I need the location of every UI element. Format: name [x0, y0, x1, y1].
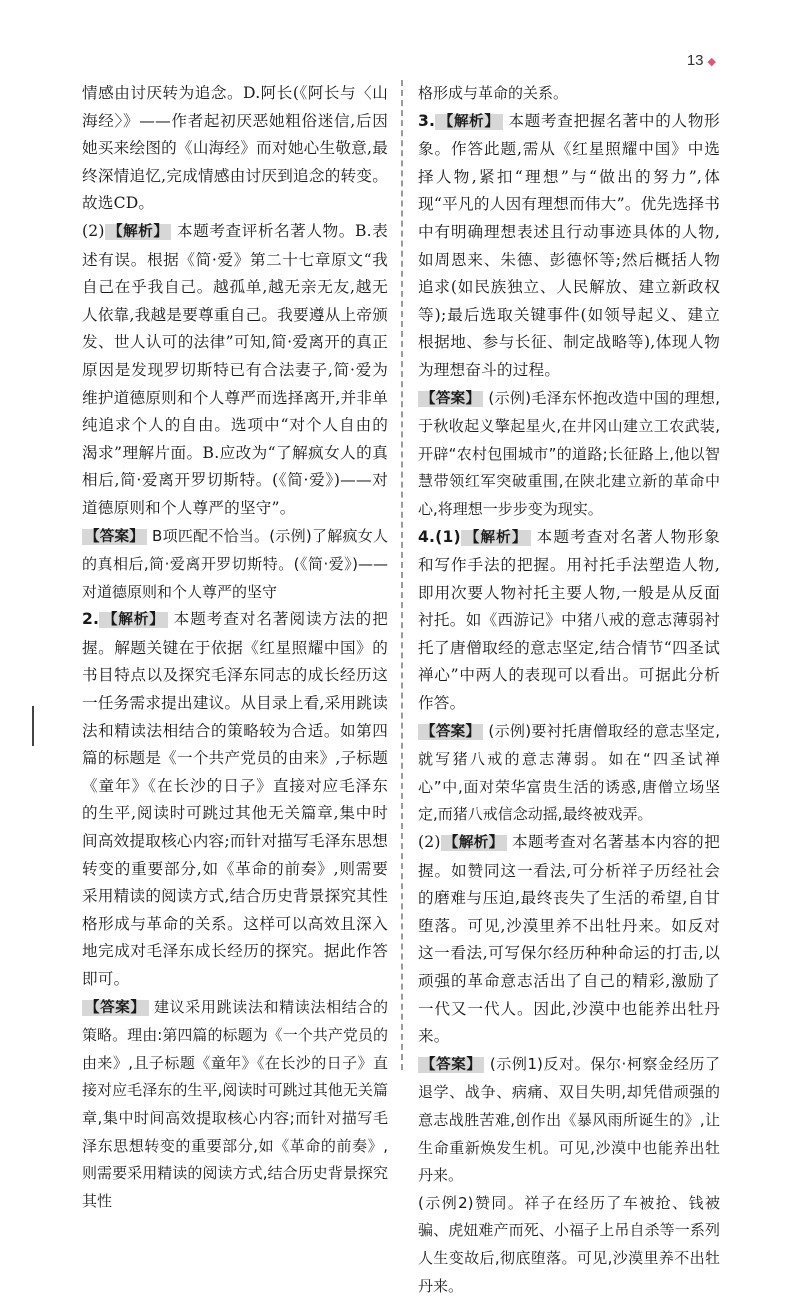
answer-tag: 【答案】 — [418, 724, 483, 740]
answer-text: B项匹配不恰当。(示例)了解疯女人的真相后,简·爱离开罗切斯特。(《简·爱》)——对道德原则和个人尊严的坚守 — [82, 526, 389, 601]
q2-analysis — [82, 606, 388, 993]
analysis-tag: 【解析】 — [441, 835, 507, 851]
answer-tag: 【答案】 — [82, 1000, 149, 1016]
analysis-text: 本题考查对名著阅读方法的把握。解题关键在于依据《红星照耀中国》的书目特点以及探究毛泽东同志的成长经历这一任务需求提出建议。从目录上看,采用跳读法和精读法相结合的策略较为合适。如第四篇的标题是《一个共产党员的由来》,子标题《童年》《在长沙的日子》直接对应毛泽东的生平,阅读时可跳过其他无关篇章,集中时间高效提取核心内容;而针对描写毛泽东思想转变的重要部分,如《革命的前奏》,则需要采用精读的阅读方式,结合历史背景探究其性格形成与革命的关系。这样可以高效且深入地完成对毛泽东成长经历的探究。据此作答即可。 — [82, 610, 388, 988]
q4-1-analysis — [418, 524, 720, 718]
column-divider — [401, 80, 403, 1070]
analysis-text: 本题考查把握名著中的人物形象。作答此题,需从《红星照耀中国》中选择人物,紧扣“理想”与“做出的努力”,体现“平凡的人因有理想而伟大”。优先选择书中有明确理想表述且行动事迹具体的人物,如周恩来、朱德、彭德怀等;然后概括人物追求(如民族独立、人民解放、建立新政权等);最后选取关键事件(如领导起义、建立根据地、参与长征、制定战略等),体现人物为理想奋斗的过程。 — [418, 111, 720, 379]
q2-answer-continued: 格形成与革命的关系。 — [418, 84, 569, 102]
page-number — [687, 52, 716, 69]
q2-sub-analysis — [82, 218, 388, 523]
question-number: (2) — [418, 833, 441, 852]
answer-text: 建议采用跳读法和精读法相结合的策略。理由:第四篇的标题为《一个共产党员的由来》,且子标题《童年》《在长沙的日子》直接对应毛泽东的生平,阅读时可跳过其他无关篇章,集中时间高效提取核心内容;而针对描写毛泽东思想转变的重要部分,如《革命的前奏》,则需要采用精读的阅读方式,结合历史背景探究其性 — [82, 997, 388, 1210]
analysis-tag: 【解析】 — [105, 224, 172, 240]
q4-2-answer — [418, 1051, 720, 1190]
question-number: 3. — [418, 111, 436, 130]
right-column — [418, 80, 720, 1300]
question-number: 4.(1) — [418, 527, 461, 546]
answer-text: (示例)毛泽东怀抱改造中国的理想,于秋收起义擎起星火,在井冈山建立工农武装,开辟“农村包围城市”的道路;长征路上,他以智慧带领红军突破重围,在陕北建立新的革命中心,将理想一步步变为现实。 — [418, 388, 720, 518]
q2-sub-answer — [82, 523, 388, 607]
decorative-diamond-icon: ◆ — [707, 56, 716, 68]
q3-answer — [418, 385, 720, 524]
q2-answer — [82, 994, 388, 1216]
analysis-text: 本题考查评析名著人物。B.表述有误。根据《简·爱》第二十七章原文“我自己在乎我自己。越孤单,越无亲无友,越无人依靠,我越是要尊重自己。我要遵从上帝颁发、世人认可的法律”可知,简·爱离开的真正原因是发现罗切斯特已有合法妻子,简·爱为维护道德原则和个人尊严而选择离开,并非单纯追求个人的自由。选项中“对个人自由的渴求”理解片面。B.应改为“了解疯女人的真相后,简·爱离开罗切斯特。(《简·爱》)——对道德原则和个人尊严的坚守”。 — [82, 221, 388, 517]
q4-2-answer-example2: (示例2)赞同。祥子在经历了车被抢、钱被骗、虎妞难产而死、小福子上吊自杀等一系列人生变故后,彻底堕落。可见,沙漠里养不出牡丹来。 — [418, 1193, 720, 1295]
paragraph-q1-continued: 情感由讨厌转为追念。D.阿长(《阿长与〈山海经〉》——作者起初厌恶她粗俗迷信,后因她买来绘图的《山海经》而对她心生敬意,最终深情追忆,完成情感由讨厌到追念的转变。故选CD。 — [82, 84, 388, 213]
page-number-text: 13 — [686, 52, 704, 69]
analysis-tag: 【解析】 — [461, 530, 531, 546]
answer-text: (示例1)反对。保尔·柯察金经历了退学、战争、病痛、双目失明,却凭借顽强的意志战胜苦难,创作出《暴风雨所诞生的》,让生命重新焕发生机。可见,沙漠中也能养出牡丹来。 — [418, 1054, 720, 1185]
q3-analysis — [418, 108, 720, 385]
q4-1-answer — [418, 718, 720, 829]
question-number: (2) — [82, 221, 105, 240]
answer-text: (示例)要衬托唐僧取经的意志坚定,就写猪八戒的意志薄弱。如在“四圣试禅心”中,面对荣华富贵生活的诱惑,唐僧立场坚定,而猪八戒信念动摇,最终被戏弄。 — [418, 721, 720, 824]
answer-tag: 【答案】 — [418, 391, 483, 407]
analysis-tag: 【解析】 — [435, 114, 502, 130]
question-number: 2. — [82, 610, 100, 629]
answer-tag: 【答案】 — [418, 1057, 484, 1073]
analysis-text: 本题考查对名著基本内容的把握。如赞同这一看法,可分析祥子历经社会的磨难与压迫,最终丧失了生活的希望,自甘堕落。可见,沙漠里养不出牡丹来。如反对这一看法,可写保尔经历种种命运的打击,以顽强的革命意志活出了自己的精彩,激励了一代又一代人。因此,沙漠中也能养出牡丹来。 — [418, 833, 720, 1046]
q4-2-analysis — [418, 829, 720, 1051]
margin-mark — [32, 706, 34, 746]
answer-tag: 【答案】 — [82, 529, 147, 545]
left-column — [82, 80, 388, 1215]
analysis-text: 本题考查对名著人物形象和写作手法的把握。用衬托手法塑造人物,即用次要人物衬托主要人物,一般是从反面衬托。如《西游记》中猪八戒的意志薄弱衬托了唐僧取经的意志坚定,结合情节“四圣试禅心”中两人的表现可以看出。可据此分析作答。 — [418, 527, 720, 713]
analysis-tag: 【解析】 — [99, 612, 168, 628]
